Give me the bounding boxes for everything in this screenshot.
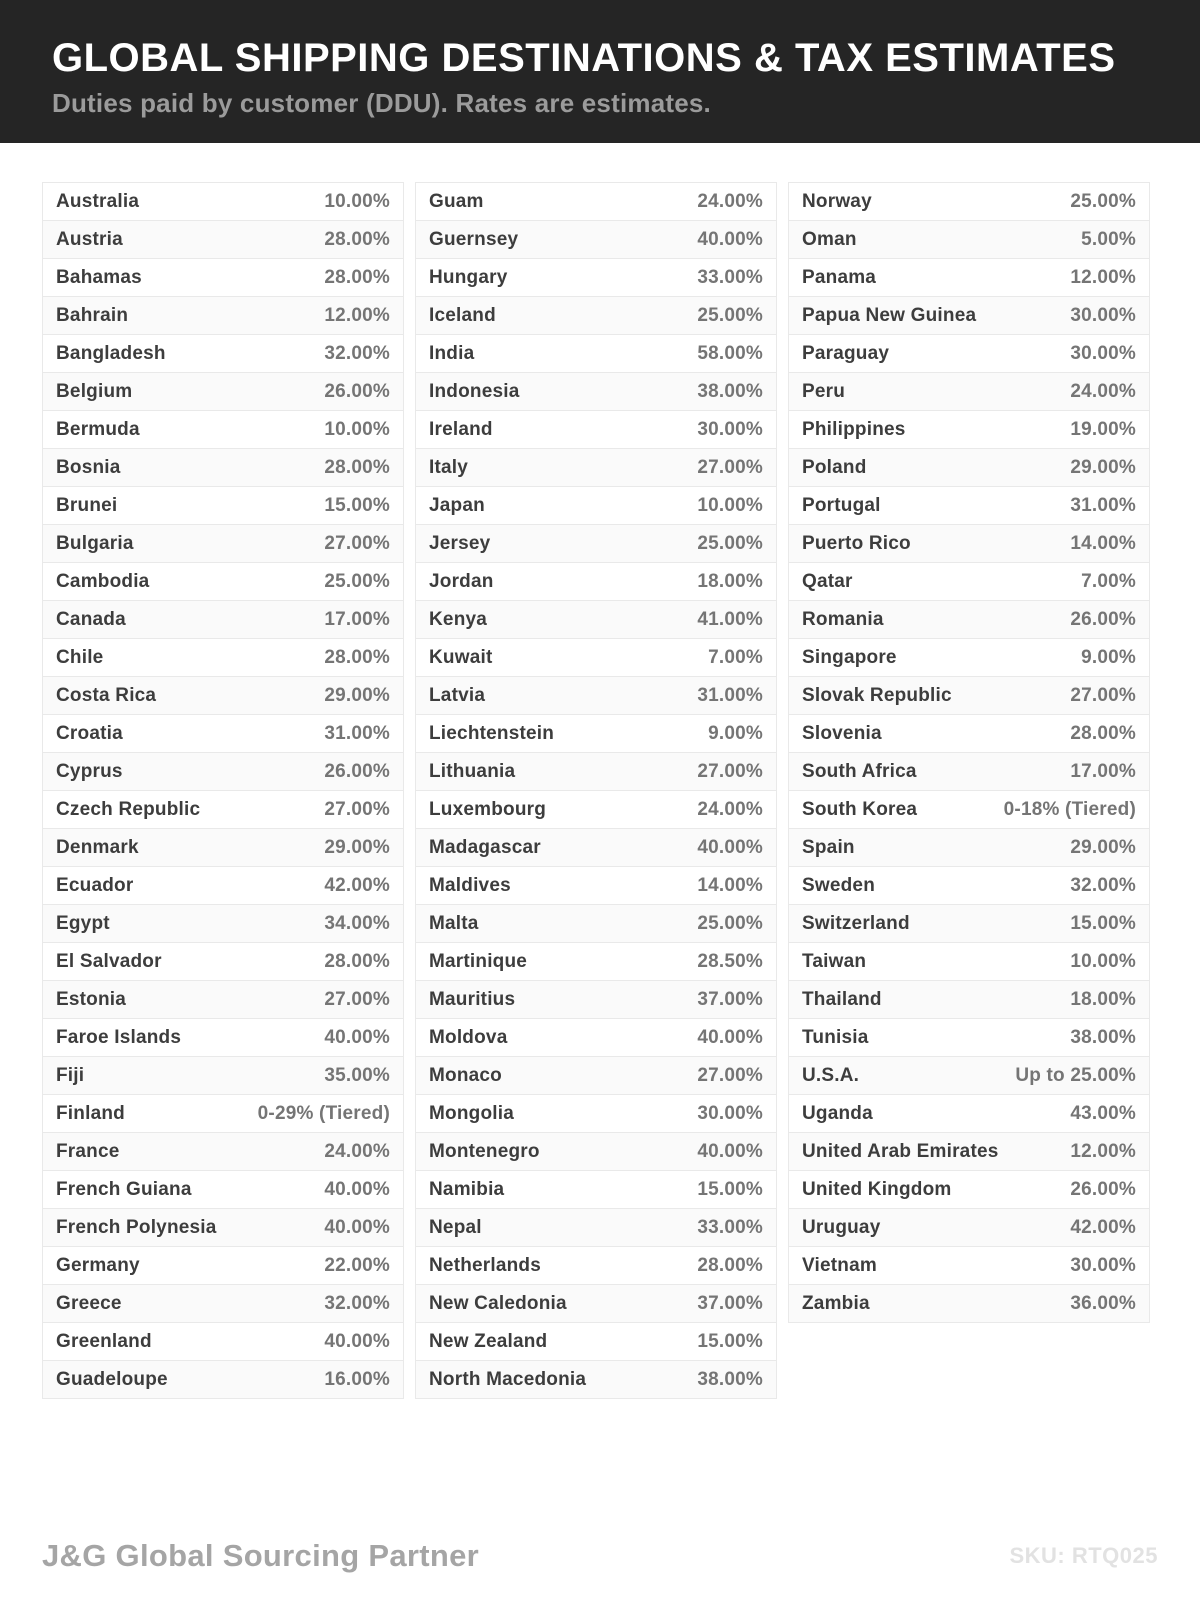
sku-label: SKU: RTQ025: [1009, 1543, 1158, 1568]
tax-rate: 12.00%: [1070, 1140, 1136, 1162]
tax-rate: 32.00%: [324, 342, 390, 364]
table-row: [42, 1018, 404, 1057]
tax-rate: 29.00%: [324, 684, 390, 706]
table-row: [415, 448, 777, 487]
tax-rate: 12.00%: [324, 304, 390, 326]
country-name: Panama: [802, 266, 877, 288]
table-row: [788, 1056, 1150, 1095]
country-name: Papua New Guinea: [802, 304, 977, 326]
country-name: Costa Rica: [56, 684, 157, 706]
tax-rate: 40.00%: [324, 1178, 390, 1200]
brand-text: J&G Global Sourcing Partner: [42, 1538, 480, 1573]
table-row: [42, 220, 404, 259]
country-name: United Kingdom: [802, 1178, 952, 1200]
tax-rate: 30.00%: [1070, 304, 1136, 326]
tax-rate: 25.00%: [1070, 190, 1136, 212]
table-row: [42, 486, 404, 525]
table-row: [415, 714, 777, 753]
rates-table: [0, 143, 1200, 1399]
tax-rate: 26.00%: [1070, 1178, 1136, 1200]
country-name: Italy: [429, 456, 469, 478]
tax-rate: 16.00%: [324, 1368, 390, 1390]
country-name: Bahamas: [56, 266, 142, 288]
tax-rate: 14.00%: [1070, 532, 1136, 554]
table-row: [42, 866, 404, 905]
country-name: Thailand: [802, 988, 882, 1010]
tax-rate: 15.00%: [1070, 912, 1136, 934]
tax-rate: 38.00%: [697, 380, 763, 402]
tax-rate: 28.00%: [324, 646, 390, 668]
tax-rate: 0-29% (Tiered): [257, 1102, 390, 1124]
table-row: [415, 562, 777, 601]
table-row: [788, 372, 1150, 411]
country-name: Chile: [56, 646, 104, 668]
country-name: Guernsey: [429, 228, 519, 250]
country-name: Slovenia: [802, 722, 882, 744]
table-row: [415, 1018, 777, 1057]
country-name: Iceland: [429, 304, 496, 326]
tax-rate: 15.00%: [697, 1178, 763, 1200]
tax-rate: 5.00%: [1081, 228, 1136, 250]
country-name: Egypt: [56, 912, 110, 934]
country-name: Uganda: [802, 1102, 873, 1124]
table-row: [42, 676, 404, 715]
tax-rate: 30.00%: [1070, 342, 1136, 364]
table-row: [788, 182, 1150, 221]
tax-rate: 31.00%: [1070, 494, 1136, 516]
country-name: Estonia: [56, 988, 127, 1010]
tax-rate: 24.00%: [1070, 380, 1136, 402]
tax-rate: 15.00%: [697, 1330, 763, 1352]
page-subtitle: Duties paid by customer (DDU). Rates are estimates.: [52, 88, 711, 118]
country-name: Poland: [802, 456, 867, 478]
country-name: Finland: [56, 1102, 125, 1124]
table-row: [415, 220, 777, 259]
tax-rate: 33.00%: [697, 266, 763, 288]
tax-rate: 33.00%: [697, 1216, 763, 1238]
tax-rate: 14.00%: [697, 874, 763, 896]
table-row: [415, 486, 777, 525]
tax-rate: 32.00%: [1070, 874, 1136, 896]
table-row: [788, 1018, 1150, 1057]
table-row: [42, 1246, 404, 1285]
tax-rate: 10.00%: [324, 418, 390, 440]
table-row: [415, 1322, 777, 1361]
table-row: [415, 1246, 777, 1285]
country-name: Bulgaria: [56, 532, 134, 554]
country-name: Jordan: [429, 570, 494, 592]
country-name: Austria: [56, 228, 123, 250]
country-name: Nepal: [429, 1216, 482, 1238]
table-row: [415, 1208, 777, 1247]
table-row: [788, 752, 1150, 791]
tax-rate: 30.00%: [1070, 1254, 1136, 1276]
table-row: [788, 866, 1150, 905]
country-name: Sweden: [802, 874, 875, 896]
table-row: [415, 1170, 777, 1209]
country-name: India: [429, 342, 475, 364]
tax-rate: 40.00%: [697, 836, 763, 858]
tax-rate: 37.00%: [697, 988, 763, 1010]
table-row: [42, 1170, 404, 1209]
country-name: French Guiana: [56, 1178, 192, 1200]
country-name: New Zealand: [429, 1330, 548, 1352]
country-name: Oman: [802, 228, 857, 250]
table-row: [788, 600, 1150, 639]
tax-rate: 17.00%: [324, 608, 390, 630]
tax-rate: 58.00%: [697, 342, 763, 364]
table-row: [42, 828, 404, 867]
tax-rate: 40.00%: [697, 228, 763, 250]
table-row: [415, 1056, 777, 1095]
country-name: Maldives: [429, 874, 511, 896]
table-row: [42, 334, 404, 373]
table-row: [415, 1284, 777, 1323]
table-row: [415, 790, 777, 829]
tax-rate: 25.00%: [697, 912, 763, 934]
country-name: Norway: [802, 190, 872, 212]
tax-rate: 40.00%: [324, 1026, 390, 1048]
table-row: [42, 448, 404, 487]
country-name: Namibia: [429, 1178, 505, 1200]
country-name: Ireland: [429, 418, 493, 440]
page-title: GLOBAL SHIPPING DESTINATIONS & TAX ESTIMATES: [52, 36, 1116, 80]
table-row: [788, 942, 1150, 981]
country-name: South Korea: [802, 798, 918, 820]
country-name: Faroe Islands: [56, 1026, 182, 1048]
tax-rate: 25.00%: [697, 304, 763, 326]
country-name: El Salvador: [56, 950, 162, 972]
tax-rate: 31.00%: [324, 722, 390, 744]
tax-rate: 15.00%: [324, 494, 390, 516]
tax-rate: 35.00%: [324, 1064, 390, 1086]
country-name: Madagascar: [429, 836, 541, 858]
country-name: Canada: [56, 608, 126, 630]
tax-rate: 28.00%: [324, 266, 390, 288]
table-row: [788, 1284, 1150, 1323]
table-row: [42, 714, 404, 753]
tax-rate: 28.00%: [1070, 722, 1136, 744]
rate-column-1: [42, 182, 404, 1399]
country-name: Bermuda: [56, 418, 140, 440]
table-row: [42, 980, 404, 1019]
tax-rate: 27.00%: [324, 798, 390, 820]
tax-rate: 40.00%: [324, 1330, 390, 1352]
page-footer: [0, 1538, 1200, 1574]
country-name: Greece: [56, 1292, 122, 1314]
table-row: [415, 1132, 777, 1171]
table-row: [415, 334, 777, 373]
tax-rate: 40.00%: [697, 1140, 763, 1162]
country-name: Czech Republic: [56, 798, 201, 820]
table-row: [788, 448, 1150, 487]
table-row: [788, 1132, 1150, 1171]
country-name: France: [56, 1140, 120, 1162]
country-name: Singapore: [802, 646, 897, 668]
table-row: [415, 258, 777, 297]
country-name: Tunisia: [802, 1026, 869, 1048]
table-row: [788, 638, 1150, 677]
country-name: Luxembourg: [429, 798, 547, 820]
table-row: [415, 828, 777, 867]
tax-rate: 12.00%: [1070, 266, 1136, 288]
table-row: [42, 600, 404, 639]
tax-rate: 34.00%: [324, 912, 390, 934]
table-row: [42, 942, 404, 981]
table-row: [788, 220, 1150, 259]
country-name: Monaco: [429, 1064, 502, 1086]
tax-rate: 43.00%: [1070, 1102, 1136, 1124]
country-name: Portugal: [802, 494, 881, 516]
country-name: New Caledonia: [429, 1292, 567, 1314]
table-row: [788, 714, 1150, 753]
tax-rate: 38.00%: [1070, 1026, 1136, 1048]
tax-rate: 26.00%: [324, 380, 390, 402]
tax-rate: 29.00%: [324, 836, 390, 858]
tax-rate: 28.00%: [324, 950, 390, 972]
tax-rate: 9.00%: [708, 722, 763, 744]
table-row: [415, 980, 777, 1019]
table-row: [788, 410, 1150, 449]
country-name: Spain: [802, 836, 855, 858]
table-row: [42, 1132, 404, 1171]
rate-column-2: [415, 182, 777, 1399]
country-name: United Arab Emirates: [802, 1140, 999, 1162]
table-row: [415, 182, 777, 221]
table-row: [788, 790, 1150, 829]
rate-column-3: [788, 182, 1150, 1323]
country-name: Ecuador: [56, 874, 134, 896]
country-name: Vietnam: [802, 1254, 877, 1276]
table-row: [42, 1056, 404, 1095]
country-name: Peru: [802, 380, 846, 402]
country-name: Cambodia: [56, 570, 150, 592]
tax-rate: 24.00%: [324, 1140, 390, 1162]
country-name: Australia: [56, 190, 140, 212]
country-name: Bangladesh: [56, 342, 166, 364]
country-name: Malta: [429, 912, 479, 934]
table-row: [42, 1360, 404, 1399]
table-row: [415, 942, 777, 981]
table-row: [415, 866, 777, 905]
tax-rate: 25.00%: [324, 570, 390, 592]
tax-rate: 24.00%: [697, 190, 763, 212]
table-row: [788, 1094, 1150, 1133]
table-row: [42, 638, 404, 677]
country-name: Liechtenstein: [429, 722, 555, 744]
table-row: [42, 1208, 404, 1247]
country-name: Latvia: [429, 684, 486, 706]
tax-rate: 30.00%: [697, 1102, 763, 1124]
tax-rate: 27.00%: [697, 760, 763, 782]
tax-rate: 40.00%: [324, 1216, 390, 1238]
country-name: Slovak Republic: [802, 684, 952, 706]
table-row: [415, 296, 777, 335]
country-name: Cyprus: [56, 760, 123, 782]
table-row: [42, 1094, 404, 1133]
country-name: Indonesia: [429, 380, 520, 402]
table-row: [42, 296, 404, 335]
country-name: Philippines: [802, 418, 906, 440]
country-name: Japan: [429, 494, 485, 516]
country-name: Switzerland: [802, 912, 910, 934]
tax-rate: 22.00%: [324, 1254, 390, 1276]
table-row: [788, 676, 1150, 715]
tax-rate: 27.00%: [324, 988, 390, 1010]
tax-rate: 42.00%: [324, 874, 390, 896]
country-name: Bosnia: [56, 456, 121, 478]
tax-rate: 25.00%: [697, 532, 763, 554]
tax-rate: 29.00%: [1070, 456, 1136, 478]
country-name: Netherlands: [429, 1254, 542, 1276]
tax-rate: 18.00%: [697, 570, 763, 592]
table-row: [42, 752, 404, 791]
tax-rate: 28.00%: [324, 228, 390, 250]
country-name: Kenya: [429, 608, 488, 630]
tax-rate: 41.00%: [697, 608, 763, 630]
table-row: [788, 334, 1150, 373]
table-row: [415, 1094, 777, 1133]
table-row: [415, 752, 777, 791]
country-name: Guam: [429, 190, 484, 212]
table-row: [42, 904, 404, 943]
table-row: [415, 524, 777, 563]
tax-rate: 38.00%: [697, 1368, 763, 1390]
country-name: Montenegro: [429, 1140, 540, 1162]
tax-rate: 27.00%: [697, 1064, 763, 1086]
tax-rate: 27.00%: [324, 532, 390, 554]
table-row: [788, 562, 1150, 601]
tax-rate: 24.00%: [697, 798, 763, 820]
tax-rate: 32.00%: [324, 1292, 390, 1314]
tax-rate: Up to 25.00%: [1015, 1064, 1136, 1086]
tax-rate: 18.00%: [1070, 988, 1136, 1010]
table-row: [42, 790, 404, 829]
country-name: Hungary: [429, 266, 508, 288]
table-row: [788, 524, 1150, 563]
tax-rate: 27.00%: [697, 456, 763, 478]
tax-rate: 27.00%: [1070, 684, 1136, 706]
country-name: Denmark: [56, 836, 139, 858]
tax-rate: 28.00%: [324, 456, 390, 478]
country-name: Belgium: [56, 380, 133, 402]
table-row: [415, 638, 777, 677]
table-row: [788, 258, 1150, 297]
table-row: [42, 1284, 404, 1323]
tax-rate: 10.00%: [697, 494, 763, 516]
country-name: Fiji: [56, 1064, 85, 1086]
tax-rate: 7.00%: [708, 646, 763, 668]
country-name: U.S.A.: [802, 1064, 860, 1086]
table-row: [415, 410, 777, 449]
country-name: Puerto Rico: [802, 532, 911, 554]
table-row: [415, 904, 777, 943]
table-row: [42, 410, 404, 449]
table-row: [42, 182, 404, 221]
country-name: Uruguay: [802, 1216, 881, 1238]
country-name: Jersey: [429, 532, 491, 554]
country-name: Croatia: [56, 722, 123, 744]
country-name: Lithuania: [429, 760, 516, 782]
country-name: Germany: [56, 1254, 140, 1276]
table-row: [788, 1208, 1150, 1247]
country-name: Brunei: [56, 494, 118, 516]
table-row: [42, 524, 404, 563]
country-name: Kuwait: [429, 646, 493, 668]
table-row: [42, 562, 404, 601]
tax-rate: 10.00%: [1070, 950, 1136, 972]
table-row: [415, 676, 777, 715]
tax-rate: 10.00%: [324, 190, 390, 212]
tax-rate: 0-18% (Tiered): [1003, 798, 1136, 820]
tax-rate: 31.00%: [697, 684, 763, 706]
country-name: North Macedonia: [429, 1368, 587, 1390]
country-name: Taiwan: [802, 950, 867, 972]
country-name: Paraguay: [802, 342, 890, 364]
table-row: [788, 296, 1150, 335]
tax-rate: 29.00%: [1070, 836, 1136, 858]
table-row: [788, 1246, 1150, 1285]
country-name: Mauritius: [429, 988, 516, 1010]
tax-rate: 42.00%: [1070, 1216, 1136, 1238]
country-name: Qatar: [802, 570, 853, 592]
tax-rate: 30.00%: [697, 418, 763, 440]
country-name: Romania: [802, 608, 884, 630]
table-row: [415, 372, 777, 411]
country-name: Martinique: [429, 950, 528, 972]
table-row: [788, 486, 1150, 525]
country-name: South Africa: [802, 760, 917, 782]
tax-rate: 19.00%: [1070, 418, 1136, 440]
tax-rate: 26.00%: [324, 760, 390, 782]
table-row: [415, 600, 777, 639]
country-name: Bahrain: [56, 304, 129, 326]
tax-rate: 26.00%: [1070, 608, 1136, 630]
table-row: [42, 258, 404, 297]
table-row: [788, 828, 1150, 867]
country-name: Zambia: [802, 1292, 870, 1314]
table-row: [415, 1360, 777, 1399]
tax-rate: 28.00%: [697, 1254, 763, 1276]
country-name: Greenland: [56, 1330, 152, 1352]
tax-rate: 28.50%: [697, 950, 763, 972]
country-name: French Polynesia: [56, 1216, 217, 1238]
tax-rate: 7.00%: [1081, 570, 1136, 592]
table-row: [42, 372, 404, 411]
table-row: [788, 980, 1150, 1019]
country-name: Mongolia: [429, 1102, 514, 1124]
table-row: [788, 904, 1150, 943]
tax-rate: 17.00%: [1070, 760, 1136, 782]
tax-rate: 37.00%: [697, 1292, 763, 1314]
tax-rate: 9.00%: [1081, 646, 1136, 668]
tax-rate: 40.00%: [697, 1026, 763, 1048]
table-row: [42, 1322, 404, 1361]
tax-rate: 36.00%: [1070, 1292, 1136, 1314]
country-name: Guadeloupe: [56, 1368, 168, 1390]
country-name: Moldova: [429, 1026, 508, 1048]
page-header: [0, 0, 1200, 143]
table-row: [788, 1170, 1150, 1209]
